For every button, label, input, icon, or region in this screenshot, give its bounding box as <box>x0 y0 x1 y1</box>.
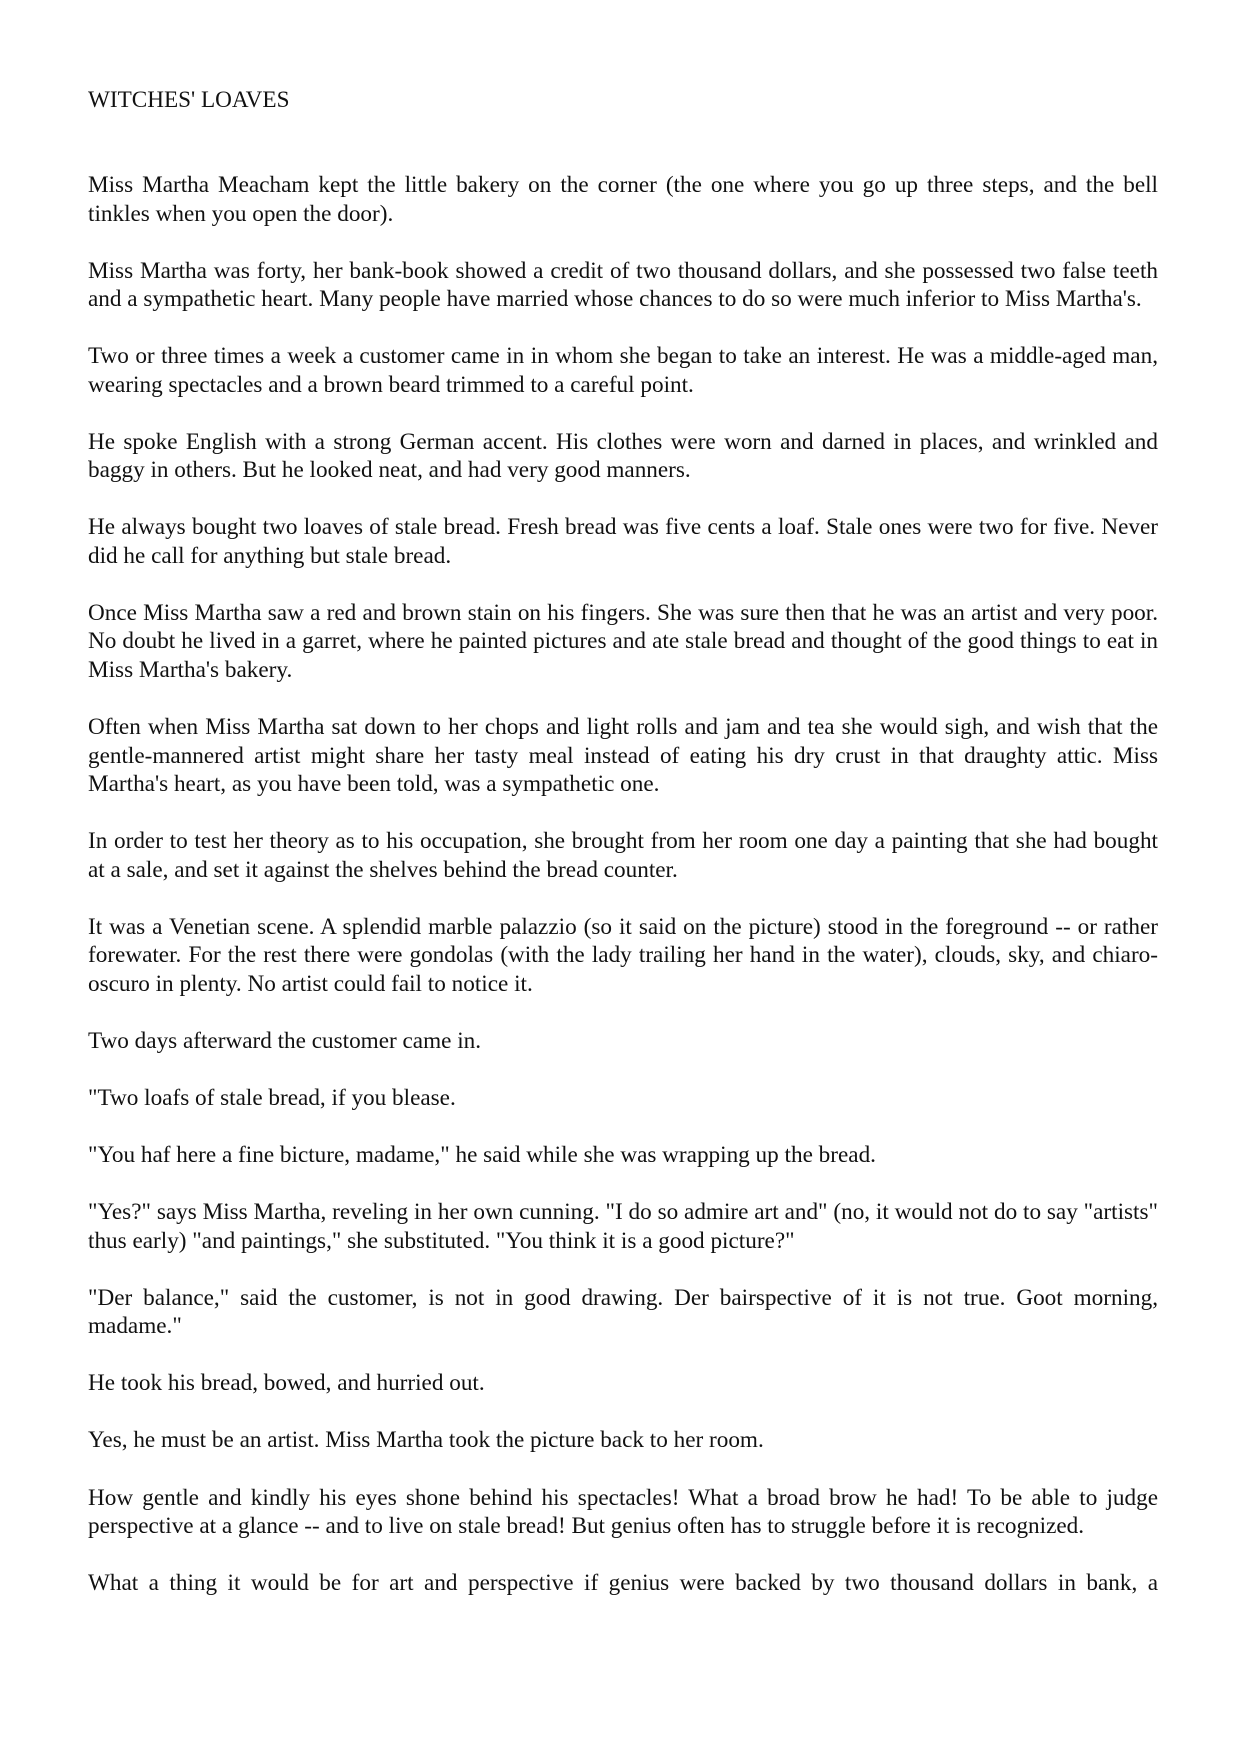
paragraph: "Der balance," said the customer, is not in good drawing. Der bairspective of it is not true. Goot morning, madame." <box>88 1284 1158 1340</box>
paragraph: Miss Martha was forty, her bank-book showed a credit of two thousand dollars, and she possessed two false teeth and a sympathetic heart. Many people have married whose chances to do so were much inferior to Miss Martha's. <box>88 257 1158 313</box>
document-title: WITCHES' LOAVES <box>88 87 290 113</box>
paragraph: It was a Venetian scene. A splendid marble palazzio (so it said on the picture) stood in the foreground -- or rather forewater. For the rest there were gondolas (with the lady trailing her hand in the water), clouds, sky, and chiaro-oscuro in plenty. No artist could fail to notice it. <box>88 913 1158 997</box>
paragraph: Once Miss Martha saw a red and brown stain on his fingers. She was sure then that he was an artist and very poor. No doubt he lived in a garret, where he painted pictures and ate stale bread and thought of the good things to eat in Miss Martha's bakery. <box>88 599 1158 683</box>
paragraph: Two or three times a week a customer came in in whom she began to take an interest. He was a middle-aged man, wearing spectacles and a brown beard trimmed to a careful point. <box>88 343 1158 398</box>
paragraph: Two days afterward the customer came in. <box>88 1027 482 1054</box>
paragraph: What a thing it would be for art and perspective if genius were backed by two thousand dollars in bank, a <box>88 1570 1158 1597</box>
paragraph: "You haf here a fine bicture, madame," he said while she was wrapping up the bread. <box>88 1142 876 1169</box>
paragraph: "Yes?" says Miss Martha, reveling in her own cunning. "I do so admire art and" (no, it would not do to say "artists" thus early) "and paintings," she substituted. "You think it is a good picture?" <box>88 1199 1158 1254</box>
paragraph: "Two loafs of stale bread, if you blease. <box>88 1084 456 1111</box>
paragraph: He spoke English with a strong German accent. His clothes were worn and darned in places, and wrinkled and baggy in others. But he looked neat, and had very good manners. <box>88 428 1158 484</box>
paragraph: He always bought two loaves of stale bread. Fresh bread was five cents a loaf. Stale ones were two for five. Never did he call for anything but stale bread. <box>88 514 1158 569</box>
paragraph: He took his bread, bowed, and hurried out. <box>88 1370 485 1397</box>
paragraph: Yes, he must be an artist. Miss Martha took the picture back to her room. <box>88 1427 764 1454</box>
document-page <box>88 0 1158 1755</box>
paragraph: Often when Miss Martha sat down to her chops and light rolls and jam and tea she would sigh, and wish that the gentle-mannered artist might share her tasty meal instead of eating his dry crust in that draughty attic. Miss Martha's heart, as you have been told, was a sympathetic one. <box>88 714 1158 798</box>
paragraph: In order to test her theory as to his occupation, she brought from her room one day a painting that she had bought at a sale, and set it against the shelves behind the bread counter. <box>88 828 1158 883</box>
document-body <box>88 171 1158 1626</box>
paragraph: Miss Martha Meacham kept the little bakery on the corner (the one where you go up three steps, and the bell tinkles when you open the door). <box>88 172 1158 227</box>
paragraph: How gentle and kindly his eyes shone behind his spectacles! What a broad brow he had! To be able to judge perspective at a glance -- and to live on stale bread! But genius often has to struggle before it is recognized. <box>88 1484 1158 1539</box>
